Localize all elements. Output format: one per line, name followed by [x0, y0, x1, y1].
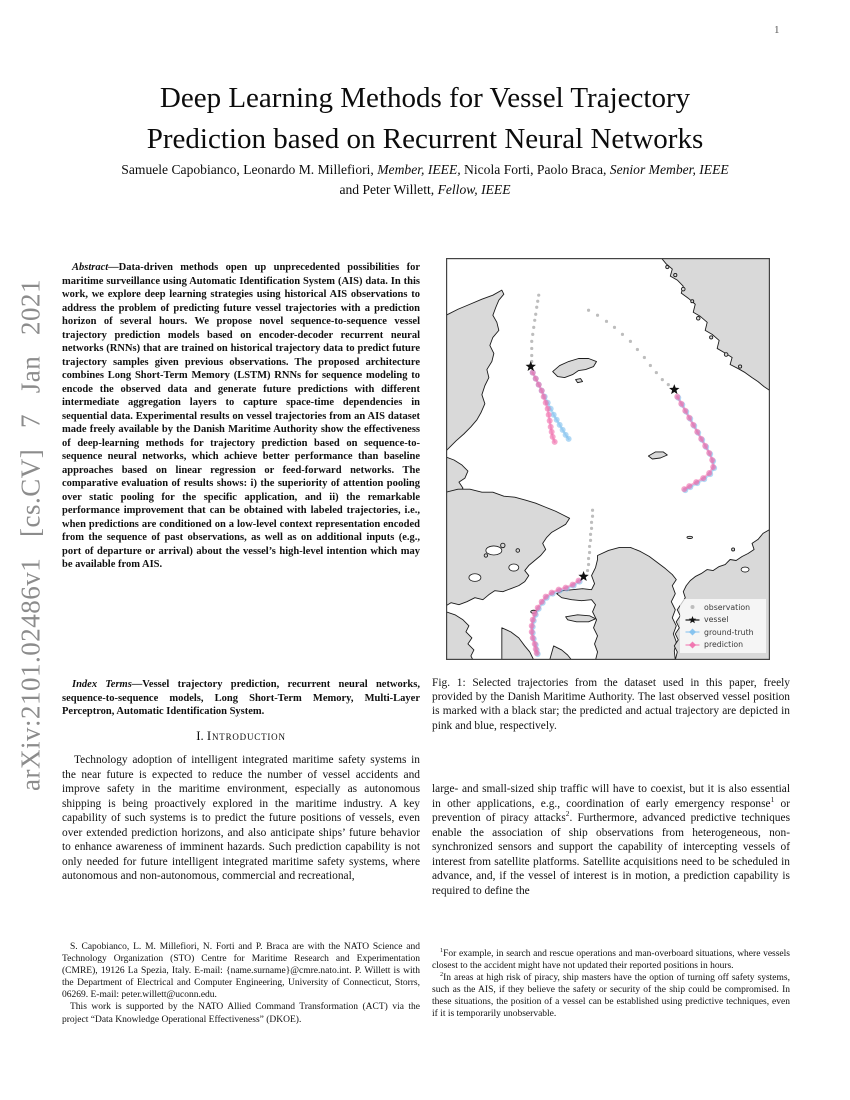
author-role: Fellow, IEEE	[437, 182, 511, 197]
title-line-2: Prediction based on Recurrent Neural Networks	[146, 123, 704, 155]
caption-label: Fig. 1:	[432, 677, 466, 689]
prediction-marker-icon	[684, 640, 701, 650]
introduction-paragraph: Technology adoption of intelligent integrated maritime safety systems in the near future is expected to reduce the number of vessel accidents and improve safety in the maritime environment, especially as autonomous shipping is being proactively explored in the maritime industry. A key capability of such systems is to predict the future positions of vessels, even over extended prediction horizons, and also anticipate ships’ future behavior to enhance awareness of imminent hazards. Such prediction capability is not only needed for future intelligent integrated maritime safety systems, where autonomous and non-autonomous, commercial and recreational,	[62, 754, 420, 882]
islet	[710, 336, 713, 339]
title-line-1: Deep Learning Methods for Vessel Trajectory	[159, 82, 691, 114]
bay-islet	[516, 549, 520, 553]
legend-row-vessel	[684, 614, 764, 627]
section-title: Introduction	[206, 729, 286, 743]
islet	[681, 287, 685, 291]
islet	[696, 316, 700, 320]
author-line-2	[41, 180, 809, 200]
bay-islet	[501, 543, 505, 547]
index-terms-text: —Vessel trajectory prediction, recurrent neural networks, sequence-to-sequence models, Long Short-Term Memory, Multi-Layer Perceptron, Automatic Identification System.	[62, 679, 420, 717]
islet	[732, 548, 735, 551]
introduction-continued-paragraph: large- and small-sized ship traffic will have to coexist, but it is also essential in other applications, e.g., coordination of early emergency response$^1$ or prevention of piracy attacks$^2$. Furthermore, advanced predictive techniques enable the association of ship observations from heterogeneous, non-synchronized sensors and support the capability of intercepting vessels of interest from satellite platforms. Satellite acquisitions need to be scheduled in advance, and, if the vessel of interest is in motion, a prediction capability is required to define the	[432, 783, 790, 897]
numbered-footnotes	[432, 948, 790, 1021]
islet	[738, 365, 741, 368]
tiny-island	[687, 536, 693, 538]
abstract-text: —Data-driven methods open up unprecedented possibilities for maritime surveillance using Automatic Identification System (AIS) data. In this work, we explore deep learning strategies using historical AIS observations to address the problem of predicting future vessel trajectories with a prediction horizon of several hours. We propose novel sequence-to-sequence vessel trajectory prediction models based on encoder-decoder recurrent neural networks (RNNs) that are trained on historical trajectory data to predict future trajectory samples given previous observations. The proposed architecture combines Long Short-Term Memory (LSTM) RNNs for sequence modeling to encode the observed data and generate future predictions with different intermediate aggregation layers to capture space-time dependencies in sequential data. Experimental results on vessel trajectories from an AIS dataset made freely available by the Danish Maritime Authority show the effectiveness of deep-learning methods for trajectory prediction based on sequence-to-sequence neural networks, which achieve better performance than baseline approaches based on linear regression or feed-forward networks. The comparative evaluation of results shows: i) the superiority of attention pooling over static pooling for the specific application, and ii) the remarkable performance improvement that can be obtained with labeled trajectories, i.e., when predictions are conditioned on a low-level context representation encoded from the sequence of past observations, as well as on additional inputs (e.g., port of departure or arrival) about the vessel’s high-level intention which may be available from AIS.	[62, 262, 420, 570]
page-title	[61, 78, 789, 160]
vessel-star-icon	[684, 615, 701, 625]
affiliation-text: S. Capobianco, L. M. Millefiori, N. Forti and P. Braca are with the NATO Science and Technology Organization (STO) Centre for Maritime Research and Experimentation (CMRE), 19126 La Spezia, Italy. E-mail: {name.surname}@cmre.nato.int. P. Willett is with the Department of Electrical and Computer Engineering, University of Connecticut, Storrs, 06269. E-mail: peter.willett@uconn.edu.	[62, 942, 420, 1001]
abstract	[62, 261, 420, 572]
legend-label: observation	[704, 602, 751, 612]
figure-1-map	[446, 258, 770, 660]
footnote-ref-1: 1	[770, 794, 775, 804]
legend-label: prediction	[704, 640, 744, 650]
footnote-1: $^1$For example, in search and rescue operations and man-overboard situations, where vessels closest to the accident might have not updated their reported positions in hours.	[432, 947, 790, 972]
funding-text: This work is supported by the NATO Allied Command Transformation (ACT) via the project “Data Knowledge Operational Effectiveness” (DKOE).	[62, 1002, 420, 1025]
footnote-2: $^2$In areas at high risk of piracy, ship masters have the option of turning off safety systems, such as the AIS, if they believe the safety or security of the ship could be compromised. In these situations, the position of a vessel can be established using predictive techniques, even if it is temporarily unobservable.	[432, 972, 790, 1020]
author-names: Samuele Capobianco, Leonardo M. Millefiori,	[121, 162, 378, 177]
ground-truth-marker-icon	[684, 627, 701, 637]
footnote-ref-2: 2	[565, 809, 570, 819]
arxiv-watermark: arXiv:2101.02486v1 [cs.CV] 7 Jan 2021	[15, 279, 46, 792]
legend-label: vessel	[704, 615, 729, 625]
page-number: 1	[774, 24, 780, 36]
index-terms	[62, 678, 420, 719]
islet	[674, 273, 677, 276]
author-line-1	[41, 160, 809, 180]
legend-row-observation	[684, 601, 764, 614]
observation-dot-icon	[684, 602, 701, 612]
author-role: Senior Member, IEEE	[609, 162, 729, 177]
bay-islet	[484, 554, 487, 557]
islet	[724, 353, 728, 357]
section-number: I.	[196, 729, 204, 743]
index-terms-label: Index Terms	[72, 679, 132, 690]
section-heading-introduction	[62, 729, 420, 744]
author-names: and Peter Willett,	[339, 182, 438, 197]
map-legend	[680, 599, 766, 653]
legend-label: ground-truth	[704, 627, 754, 637]
legend-row-prediction	[684, 639, 764, 652]
islet	[691, 300, 694, 303]
author-role: Member, IEEE,	[377, 162, 461, 177]
figure-1-caption	[432, 676, 790, 733]
author-list	[41, 160, 809, 200]
caption-text: Selected trajectories from the dataset used in this paper, freely provided by the Danish Maritime Authority. The last observed vessel position is marked with a black star; the predicted and actual trajectory are depicted in pink and blue, respectively.	[432, 677, 790, 732]
islet	[666, 265, 669, 268]
author-names: Nicola Forti, Paolo Braca,	[460, 162, 610, 177]
legend-row-ground-truth	[684, 626, 764, 639]
abstract-label: Abstract	[72, 262, 109, 273]
author-affiliation-footnote	[62, 941, 420, 1026]
